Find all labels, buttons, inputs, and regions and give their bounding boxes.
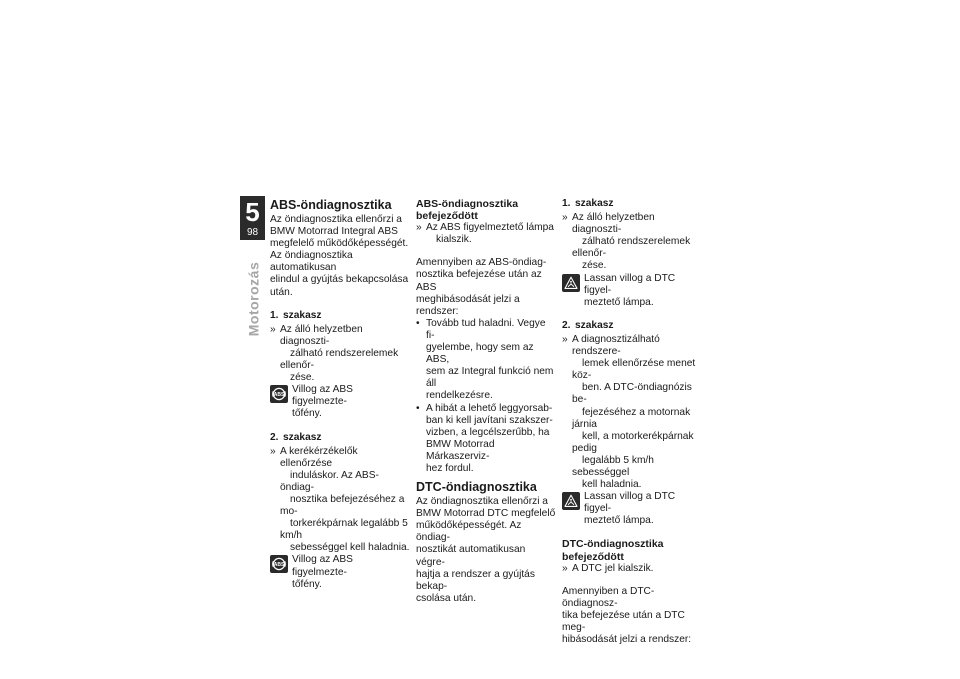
bullet-marker: •: [416, 317, 420, 329]
abs-step-2-item: » A kerékérzékelők ellenőrzése induláskor. Az ABS-öndiag- nosztika befejezéséhez a mo- torkerékpárnak legalább 5 km/h sebességgel kell haladnia.: [270, 445, 410, 554]
bullet-marker: •: [416, 402, 420, 414]
svg-text:ABS: ABS: [273, 392, 285, 399]
dtc-warning-icon: [562, 492, 580, 510]
abs-step-1-heading: 1. szakasz: [270, 309, 322, 321]
dtc-complete-item: » A DTC jel kialszik.: [562, 562, 654, 574]
page-number: 98: [246, 227, 259, 238]
step-marker: »: [270, 323, 276, 335]
dtc-step-1-item: » Az álló helyzetben diagnoszti- zálható rendszerelemek ellenőr- zése.: [562, 212, 691, 272]
abs-intro: Az öndiagnosztika ellenőrzi a BMW Motorrad Integral ABS megfelelő működőképességét. Az öndiagnosztika automatikusan elindul a gyújtás bekapcsolása után.: [270, 214, 409, 298]
abs-step-1-indicator: ABS Villog az ABS figyelmezte- tőfény.: [270, 384, 410, 420]
dtc-step-2-item: » A diagnosztizálható rendszere- lemek ellenőrzése menet köz- ben. A DTC-öndiagnózis be- fejezéséhez a motornak járnia kell, a motorkerékpárnak pedig legalább 5 km/h sebességgel kell haladnia.: [562, 333, 696, 491]
section-side-label: [236, 244, 270, 354]
abs-step-2-heading: 2. szakasz: [270, 431, 322, 443]
abs-complete-item: » Az ABS figyelmeztető lámpa kialszik.: [416, 222, 554, 246]
abs-warning-icon: [270, 385, 288, 403]
abs-section-title: ABS-öndiagnosztika: [270, 198, 392, 212]
dtc-complete-title: DTC-öndiagnosztika befejeződött: [562, 538, 664, 563]
dtc-step-1-heading: 1. szakasz: [562, 198, 614, 209]
dtc-fault-intro: Amennyiben a DTC-öndiagnosz- tika befejezése után a DTC meg- hibásodását jelzi a rendszer:: [562, 585, 692, 646]
abs-complete-title: ABS-öndiagnosztika befejeződött: [416, 198, 519, 223]
column-3: [562, 198, 702, 646]
column-2: [416, 198, 556, 605]
step-marker: »: [562, 212, 568, 224]
chapter-tab: [240, 196, 265, 240]
step-marker: »: [562, 333, 568, 345]
dtc-step-2-heading: 2. szakasz: [562, 319, 614, 331]
svg-text:ABS: ABS: [273, 562, 285, 569]
abs-fault-intro: Amennyiben az ABS-öndiag- nosztika befejezése után az ABS meghibásodását jelzi a rendszer:: [416, 257, 547, 317]
abs-fault-bullet-1: • Tovább tud haladni. Vegye fi- gyelembe, hogy sem az ABS, sem az Integral funkció nem áll rendelkezésre.: [416, 317, 554, 402]
section-side-label-text: Motorozás: [245, 261, 261, 337]
abs-step-1-item: » Az álló helyzetben diagnoszti- zálható rendszerelemek ellenőr- zése.: [270, 323, 399, 384]
dtc-step-2-indicator: Lassan villog a DTC figyel- meztető lámpa.: [562, 491, 702, 527]
abs-step-2-indicator: ABS Villog az ABS figyelmezte- tőfény.: [270, 554, 410, 590]
chapter-number: 5: [245, 197, 260, 227]
dtc-section-title: DTC-öndiagnosztika: [416, 480, 537, 495]
dtc-warning-icon: [562, 274, 580, 292]
step-marker: »: [270, 445, 276, 457]
dtc-intro: Az öndiagnosztika ellenőrzi a BMW Motorrad DTC megfelelő működőképességét. Az öndiag- nosztikát automatikusan végre- hajtja a rendszer a gyújtás bekap- csolása után.: [416, 496, 556, 604]
abs-fault-bullet-2: • A hibát a lehető leggyorsab- ban ki kell javítani szakszer- vizben, a legcélszerűbb, ha BMW Motorrad Márkaszerviz- hez fordul.: [416, 402, 553, 474]
step-marker: »: [562, 562, 568, 574]
dtc-step-1-indicator: Lassan villog a DTC figyel- meztető lámpa.: [562, 273, 702, 309]
column-1: [270, 198, 410, 591]
abs-warning-icon: [270, 555, 288, 573]
step-marker: »: [416, 222, 422, 234]
